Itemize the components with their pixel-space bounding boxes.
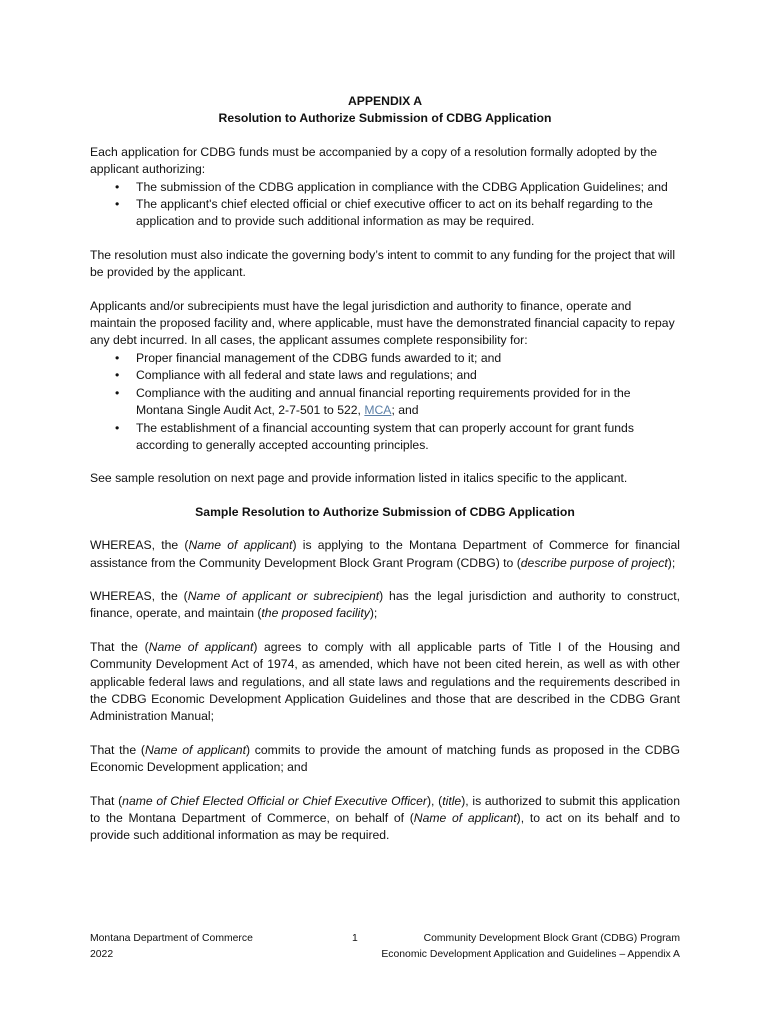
footer-left	[90, 931, 253, 963]
bullet-icon: •	[115, 368, 120, 383]
bullet-icon: •	[115, 420, 120, 435]
bullet-icon: •	[115, 385, 120, 400]
list-item: • Proper financial management of the CDBG funds awarded to it; and	[90, 350, 680, 367]
mca-link[interactable]: MCA	[364, 403, 392, 418]
list-item: • The establishment of a financial accounting system that can properly account for grant funds according to generally accepted accounting principles.	[115, 420, 634, 452]
see-sample-note: See sample resolution on next page and provide information listed in italics specific to the applicant.	[90, 471, 628, 486]
responsibility-bullet-list	[90, 350, 680, 454]
footer-organization: Montana Department of Commerce	[90, 933, 253, 944]
intent-paragraph: The resolution must also indicate the governing body’s intent to commit to any funding for the project that will be provided by the applicant.	[90, 247, 676, 280]
page-title: Resolution to Authorize Submission of CDBG Application	[218, 111, 552, 126]
footer-year: 2022	[90, 949, 114, 960]
intro-bullet-list	[90, 179, 680, 231]
list-item: • The submission of the CDBG application in compliance with the CDBG Application Guidelines; and	[90, 179, 680, 196]
footer-document: Economic Development Application and Guidelines – Appendix A	[381, 949, 680, 960]
document-body	[90, 93, 680, 845]
list-item: • The applicant's chief elected official or chief executive officer to act on its behalf regarding to the application and to provide such additional information as may be required.	[115, 197, 653, 229]
sample-resolution-title: Sample Resolution to Authorize Submission of CDBG Application	[195, 504, 575, 519]
page-number: 1	[352, 933, 358, 944]
whereas-paragraph-2: WHEREAS, the (Name of applicant or subrecipient) has the legal jurisdiction and authority to construct, finance, operate, and maintain (the proposed facility);	[90, 588, 681, 621]
list-item: • Compliance with all federal and state laws and regulations; and	[90, 367, 680, 384]
that-paragraph-1: That the (Name of applicant) agrees to comply with all applicable parts of Title I of the Housing and Community Development Act of 1974, as amended, which have not been cited herein, as well as with other applicable federal laws and regulations, and all state laws and regulations and the requirements described in the CDBG Economic Development Application Guidelines and those that are described in the CDBG Grant Administration Manual;	[90, 639, 681, 724]
bullet-icon: •	[115, 350, 120, 365]
footer-program: Community Development Block Grant (CDBG) Program	[423, 933, 680, 944]
appendix-label: APPENDIX A	[347, 94, 423, 108]
bullet-icon: •	[115, 179, 120, 194]
bullet-icon: •	[115, 197, 120, 212]
footer-right	[381, 931, 680, 963]
jurisdiction-paragraph: Applicants and/or subrecipients must have the legal jurisdiction and authority to finance, operate and maintain the proposed facility and, where applicable, must have the demonstrated financial capacity to repay any debt incurred. In all cases, the applicant assumes complete responsibility for:	[90, 298, 675, 348]
intro-paragraph: Each application for CDBG funds must be accompanied by a copy of a resolution formally adopted by the applicant authorizing:	[90, 144, 658, 177]
that-paragraph-3: That (name of Chief Elected Official or Chief Executive Officer), (title), is authorized to submit this application to the Montana Department of Commerce, on behalf of (Name of applicant), to act on its behalf and to provide such additional information as may be required.	[90, 793, 680, 843]
list-item: • Compliance with the auditing and annual financial reporting requirements provided for in the Montana Single Audit Act, 2-7-501 to 522, MCA; and	[115, 385, 631, 418]
that-paragraph-2: That the (Name of applicant) commits to provide the amount of matching funds as proposed in the CDBG Economic Development application; and	[90, 742, 680, 775]
whereas-paragraph-1: WHEREAS, the (Name of applicant) is applying to the Montana Department of Commerce for financial assistance from the Community Development Block Grant Program (CDBG) to (describe purpose of project);	[90, 538, 681, 570]
